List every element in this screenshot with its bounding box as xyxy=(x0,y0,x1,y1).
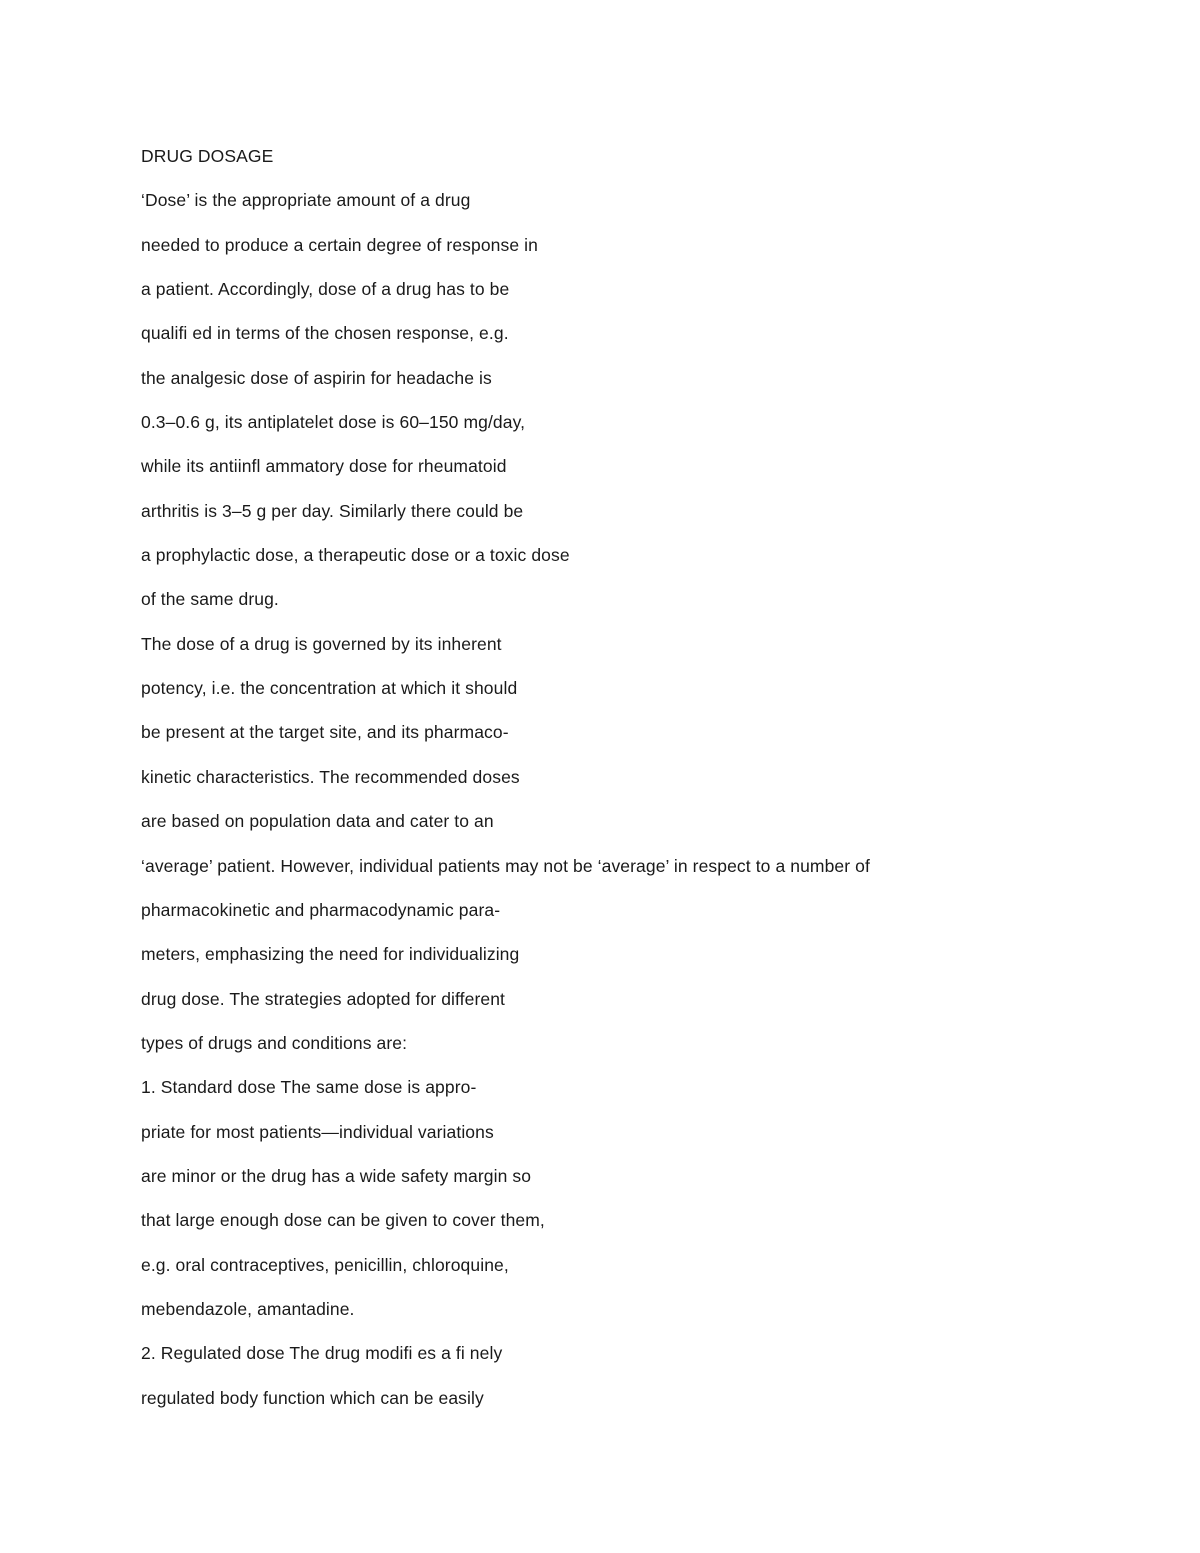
body-line: 0.3–0.6 g, its antiplatelet dose is 60–150 mg/day, xyxy=(141,412,526,433)
body-line: the analgesic dose of aspirin for headache is xyxy=(141,367,492,388)
body-line: The dose of a drug is governed by its inherent xyxy=(141,633,502,654)
body-line: a patient. Accordingly, dose of a drug has to be xyxy=(141,279,510,300)
body-line: pharmacokinetic and pharmacodynamic para- xyxy=(141,899,501,920)
body-line: types of drugs and conditions are: xyxy=(141,1032,408,1053)
body-line: that large enough dose can be given to cover them, xyxy=(141,1210,545,1231)
body-line: mebendazole, amantadine. xyxy=(141,1298,355,1319)
body-line: ‘average’ patient. However, individual patients may not be ‘average’ in respect to a number of xyxy=(141,855,870,876)
body-line: regulated body function which can be easily xyxy=(141,1387,484,1408)
body-line: of the same drug. xyxy=(141,589,279,610)
body-line: are based on population data and cater to an xyxy=(141,811,494,832)
document-body xyxy=(141,143,1141,1429)
body-line: needed to produce a certain degree of response in xyxy=(141,234,538,255)
body-line: 2. Regulated dose The drug modifi es a fi nely xyxy=(141,1343,503,1364)
body-line: be present at the target site, and its pharmaco- xyxy=(141,722,509,743)
body-line: kinetic characteristics. The recommended doses xyxy=(141,766,520,787)
body-line: while its antiinfl ammatory dose for rheumatoid xyxy=(141,456,507,477)
body-line: drug dose. The strategies adopted for different xyxy=(141,988,506,1009)
document-title: DRUG DOSAGE xyxy=(141,146,274,166)
body-line: qualifi ed in terms of the chosen response, e.g. xyxy=(141,323,509,344)
body-line: ‘Dose’ is the appropriate amount of a drug xyxy=(141,190,471,211)
body-line: are minor or the drug has a wide safety margin so xyxy=(141,1165,532,1186)
body-line: potency, i.e. the concentration at which it should xyxy=(141,678,518,699)
body-line: a prophylactic dose, a therapeutic dose or a toxic dose xyxy=(141,545,570,566)
body-line: meters, emphasizing the need for individualizing xyxy=(141,944,520,965)
body-line: priate for most patients—individual variations xyxy=(141,1121,494,1142)
body-line: 1. Standard dose The same dose is appro- xyxy=(141,1077,477,1098)
body-line: e.g. oral contraceptives, penicillin, chloroquine, xyxy=(141,1254,509,1275)
body-line: arthritis is 3–5 g per day. Similarly there could be xyxy=(141,500,524,521)
